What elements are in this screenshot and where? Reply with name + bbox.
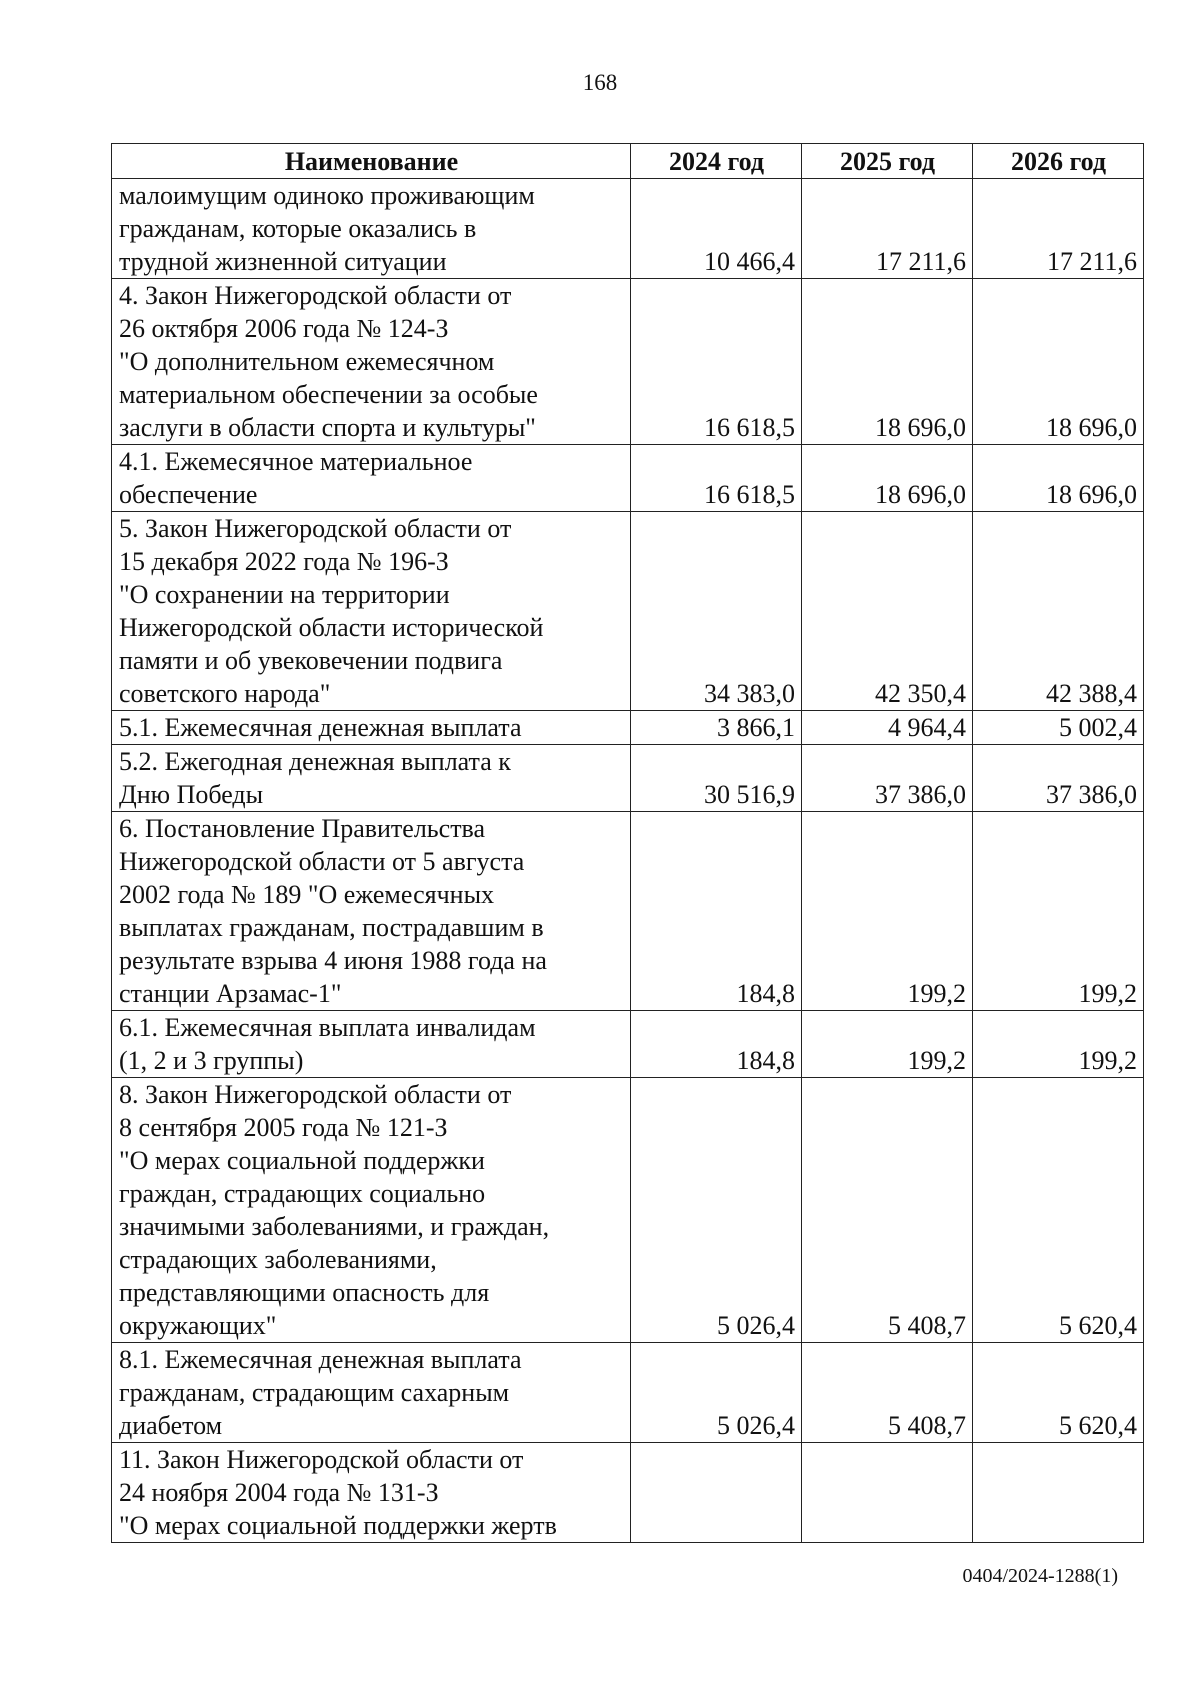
row-value-2024: 184,8 xyxy=(631,1011,802,1078)
row-name-cell: 6. Постановление Правительства Нижегородской области от 5 августа 2002 года № 189 "О ежемесячных выплатах гражданам, пострадавшим в результате взрыва 4 июня 1988 года на станции Арзамас-1" xyxy=(112,812,631,1011)
header-name: Наименование xyxy=(112,144,631,179)
row-value-2025: 37 386,0 xyxy=(802,745,973,812)
header-2024: 2024 год xyxy=(631,144,802,179)
row-value-2024: 34 383,0 xyxy=(631,512,802,711)
table-row xyxy=(112,512,1144,711)
row-name-cell: 5.1. Ежемесячная денежная выплата xyxy=(112,711,631,745)
row-value-2025: 42 350,4 xyxy=(802,512,973,711)
row-value-2026: 199,2 xyxy=(973,812,1144,1011)
table-header-row xyxy=(112,144,1144,179)
row-name-cell: малоимущим одиноко проживающим гражданам, которые оказались в трудной жизненной ситуации xyxy=(112,179,631,279)
row-value-2025 xyxy=(802,1443,973,1543)
row-value-2024: 16 618,5 xyxy=(631,445,802,512)
table-row xyxy=(112,279,1144,445)
page-number: 168 xyxy=(582,70,618,95)
row-name-cell: 11. Закон Нижегородской области от 24 ноября 2004 года № 131-З "О мерах социальной поддержки жертв xyxy=(112,1443,631,1543)
row-name-cell: 8. Закон Нижегородской области от 8 сентября 2005 года № 121-З "О мерах социальной поддержки граждан, страдающих социально значимыми заболеваниями, и граждан, страдающих заболеваниями, представляющими опасность для окружающих" xyxy=(112,1078,631,1343)
row-value-2025: 5 408,7 xyxy=(802,1343,973,1443)
row-value-2024: 5 026,4 xyxy=(631,1078,802,1343)
row-value-2025: 17 211,6 xyxy=(802,179,973,279)
row-value-2026 xyxy=(973,1443,1144,1543)
row-name-cell: 5. Закон Нижегородской области от 15 декабря 2022 года № 196-З "О сохранении на территории Нижегородской области исторической памяти и об увековечении подвига советского народа" xyxy=(112,512,631,711)
row-value-2026: 17 211,6 xyxy=(973,179,1144,279)
row-value-2026: 199,2 xyxy=(973,1011,1144,1078)
row-value-2026: 5 002,4 xyxy=(973,711,1144,745)
row-value-2026: 42 388,4 xyxy=(973,512,1144,711)
header-2025: 2025 год xyxy=(802,144,973,179)
table-row xyxy=(112,711,1144,745)
row-name-cell: 5.2. Ежегодная денежная выплата к Дню Победы xyxy=(112,745,631,812)
row-value-2026: 5 620,4 xyxy=(973,1078,1144,1343)
table-row xyxy=(112,445,1144,512)
row-value-2025: 199,2 xyxy=(802,1011,973,1078)
row-value-2025: 5 408,7 xyxy=(802,1078,973,1343)
row-value-2024: 184,8 xyxy=(631,812,802,1011)
table-row xyxy=(112,1443,1144,1543)
budget-table xyxy=(111,143,1144,1543)
document-code: 0404/2024-1288(1) xyxy=(962,1565,1118,1587)
row-name-cell: 8.1. Ежемесячная денежная выплата гражданам, страдающим сахарным диабетом xyxy=(112,1343,631,1443)
row-value-2024 xyxy=(631,1443,802,1543)
row-value-2025: 4 964,4 xyxy=(802,711,973,745)
table-row xyxy=(112,1078,1144,1343)
row-value-2024: 16 618,5 xyxy=(631,279,802,445)
row-value-2026: 5 620,4 xyxy=(973,1343,1144,1443)
row-value-2025: 18 696,0 xyxy=(802,445,973,512)
row-value-2024: 30 516,9 xyxy=(631,745,802,812)
row-value-2025: 18 696,0 xyxy=(802,279,973,445)
table-row xyxy=(112,812,1144,1011)
row-value-2024: 5 026,4 xyxy=(631,1343,802,1443)
row-value-2025: 199,2 xyxy=(802,812,973,1011)
row-name-cell: 4. Закон Нижегородской области от 26 октября 2006 года № 124-З "О дополнительном ежемесячном материальном обеспечении за особые заслуги в области спорта и культуры" xyxy=(112,279,631,445)
row-value-2024: 3 866,1 xyxy=(631,711,802,745)
header-2026: 2026 год xyxy=(973,144,1144,179)
row-value-2024: 10 466,4 xyxy=(631,179,802,279)
row-value-2026: 18 696,0 xyxy=(973,445,1144,512)
table-row xyxy=(112,1343,1144,1443)
table-row xyxy=(112,1011,1144,1078)
table-row xyxy=(112,745,1144,812)
table-row xyxy=(112,179,1144,279)
row-name-cell: 4.1. Ежемесячное материальное обеспечение xyxy=(112,445,631,512)
row-value-2026: 37 386,0 xyxy=(973,745,1144,812)
row-value-2026: 18 696,0 xyxy=(973,279,1144,445)
table-body xyxy=(112,179,1144,1543)
row-name-cell: 6.1. Ежемесячная выплата инвалидам (1, 2 и 3 группы) xyxy=(112,1011,631,1078)
